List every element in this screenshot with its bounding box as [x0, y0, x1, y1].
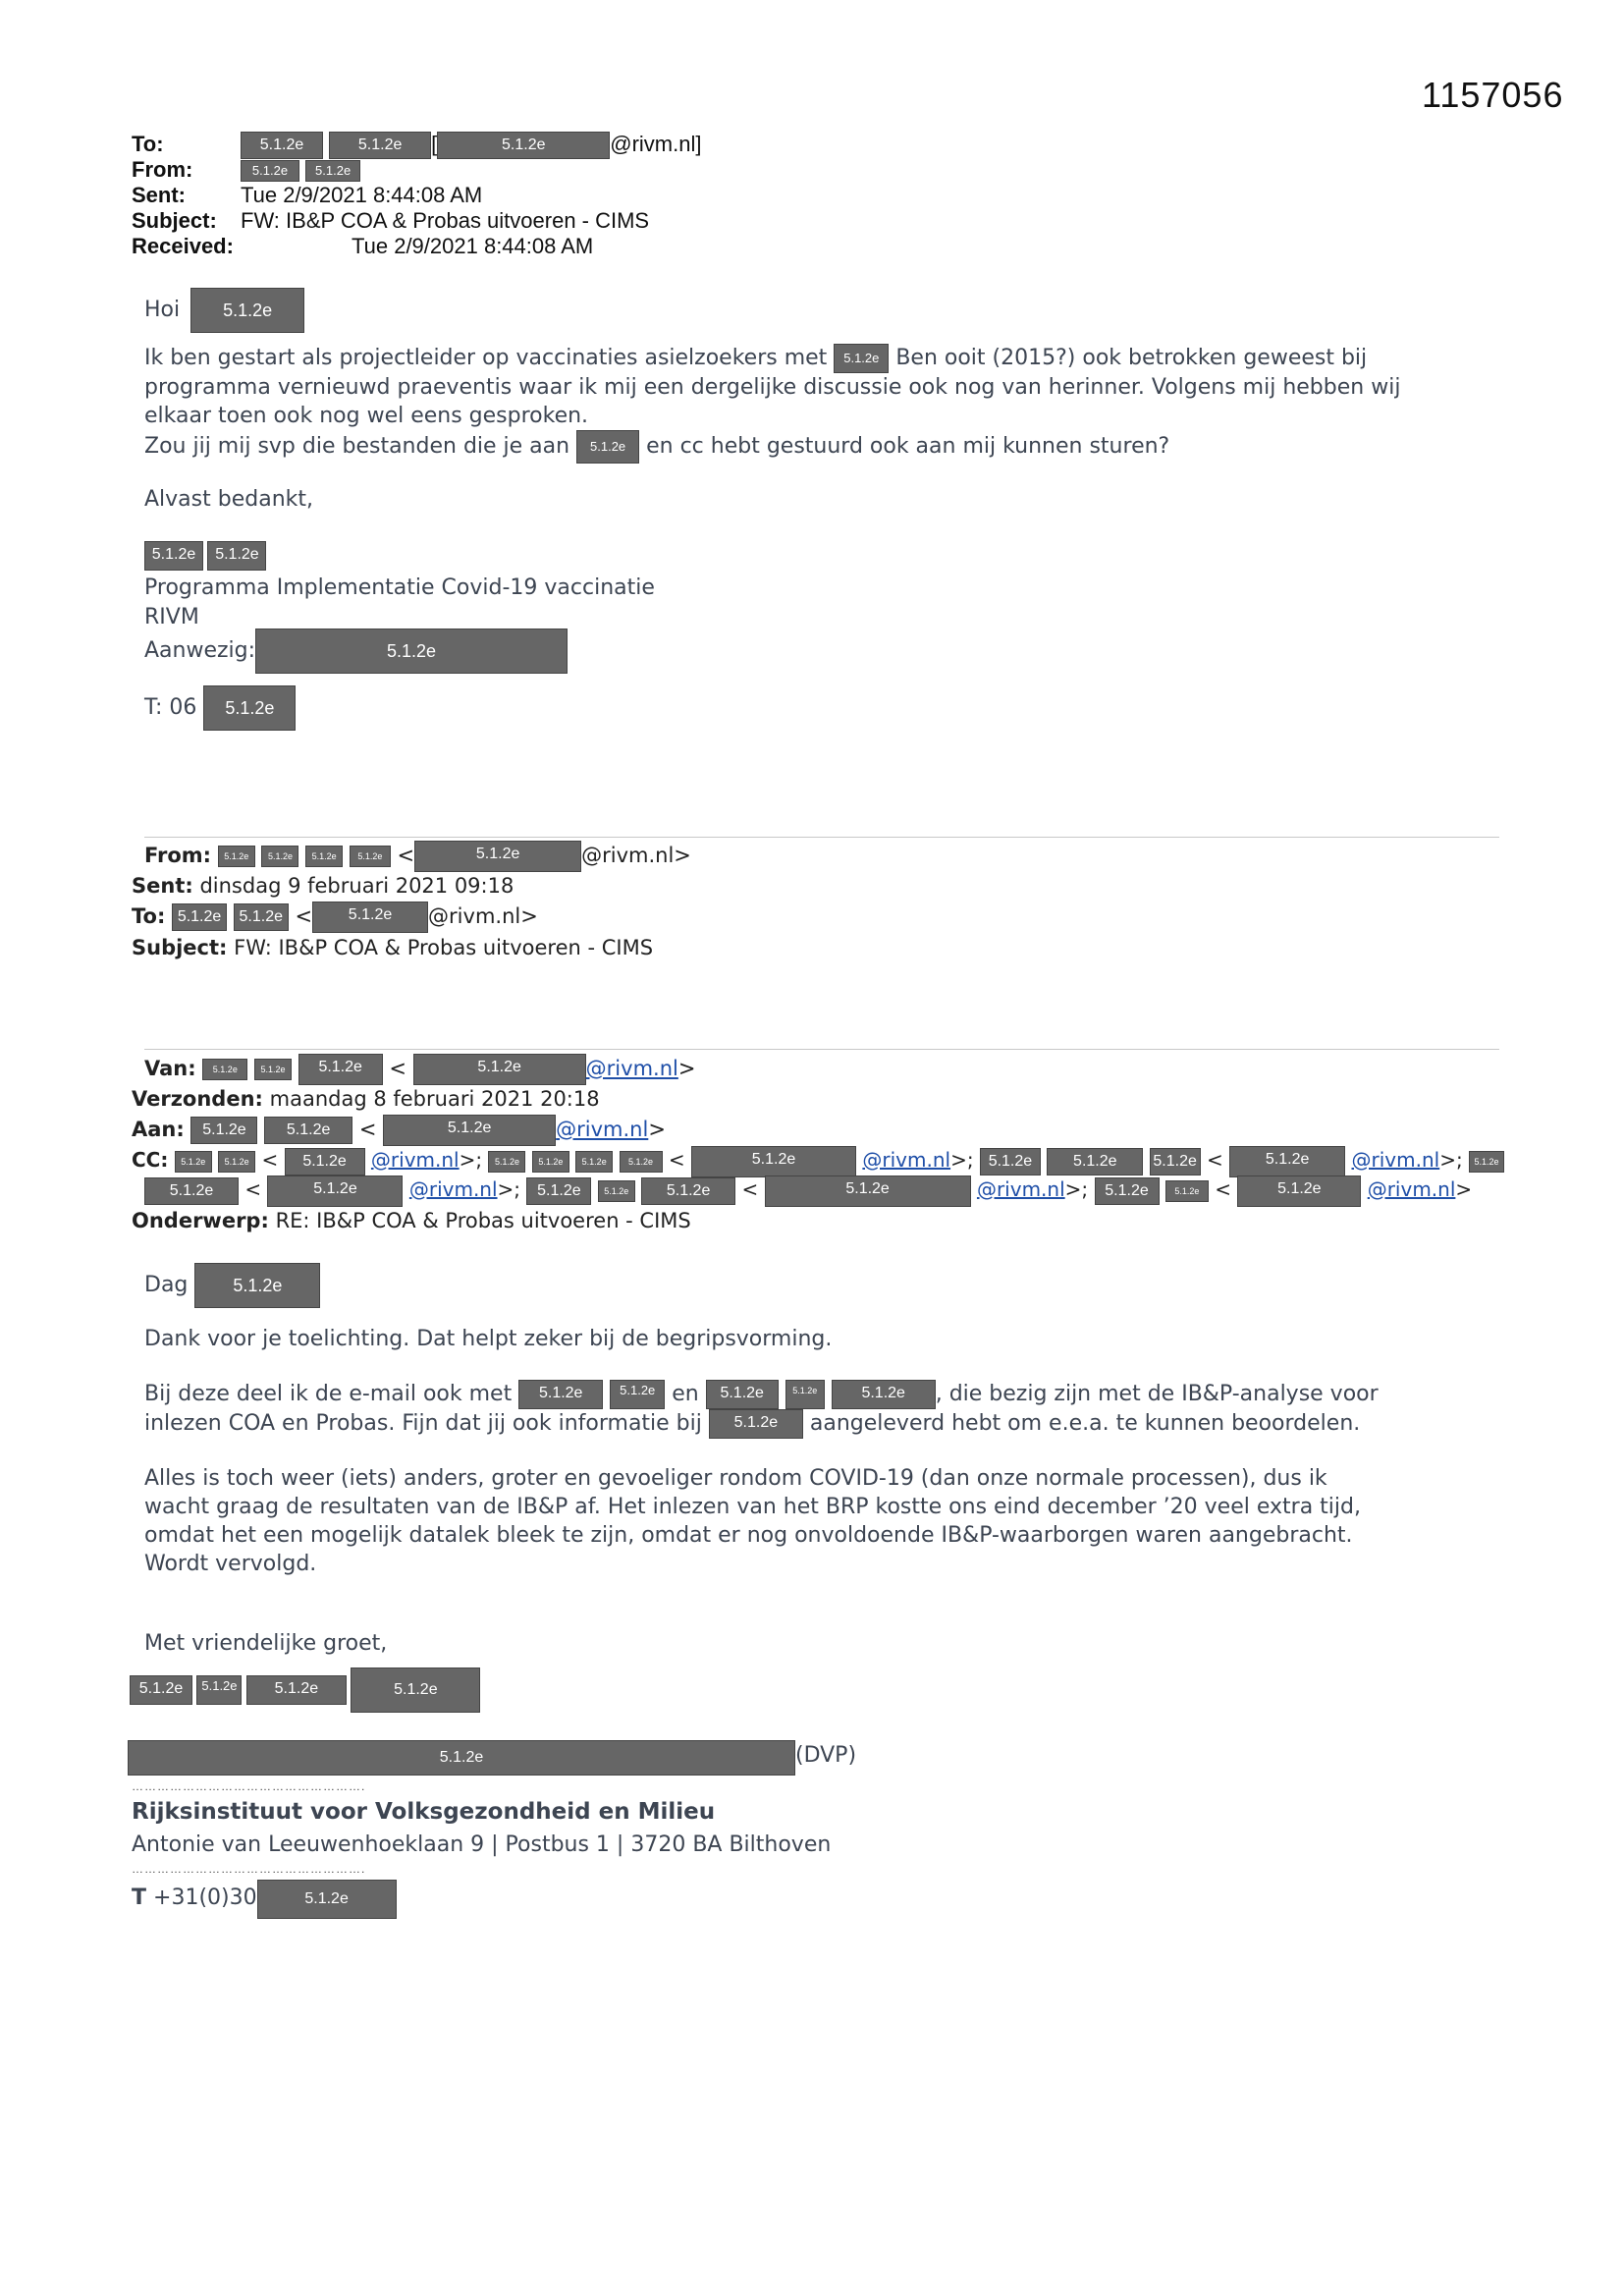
redaction: 5.1.2e [1237, 1175, 1361, 1207]
header-to-row [132, 132, 701, 159]
redaction: 5.1.2e [255, 629, 568, 674]
signature-program: Programma Implementatie Covid-19 vaccinatie [144, 575, 655, 600]
text: , die bezig zijn met de IB&P-analyse voor [935, 1382, 1379, 1406]
msg3-aan-row [132, 1115, 666, 1146]
from-domain: @rivm.nl> [581, 844, 691, 867]
header-received-row [132, 234, 593, 259]
redaction: 5.1.2e [130, 1675, 192, 1705]
redaction: 5.1.2e [207, 541, 266, 571]
lt: < [244, 1177, 262, 1201]
redaction: 5.1.2e [218, 846, 255, 867]
redaction: 5.1.2e [1095, 1177, 1160, 1205]
text: programma vernieuwd praeventis waar ik mij een dergelijke discussie ook nog van herinner. Volgens mij hebben wij [144, 375, 1401, 400]
dotted-separator: ………………………………………………. [132, 1862, 366, 1876]
redaction: 5.1.2e [312, 902, 428, 933]
text: aangeleverd hebt om e.e.a. te kunnen beoordelen. [809, 1411, 1361, 1436]
lt: < [389, 1057, 406, 1080]
text: Ben ooit (2015?) ook betrokken geweest bij [895, 346, 1368, 370]
redaction: 5.1.2e [437, 132, 610, 159]
redaction: 5.1.2e [246, 1675, 347, 1705]
signature-name [130, 1675, 480, 1713]
signature-title [128, 1740, 856, 1776]
text: en cc hebt gestuurd ook aan mij kunnen sturen? [646, 434, 1170, 459]
redaction: 5.1.2e [194, 1263, 320, 1308]
redaction: 5.1.2e [261, 846, 298, 867]
text: omdat het een mogelijk datalek bleek te zijn, omdat er nog onvoldoende IB&P-waarborgen waren aangebracht. [144, 1523, 1353, 1548]
to-domain: @rivm.nl> [428, 904, 538, 928]
signature-org: RIVM [144, 605, 199, 629]
redaction: 5.1.2e [1047, 1148, 1143, 1175]
gt: > [677, 1057, 696, 1080]
redaction: 5.1.2e [576, 430, 639, 464]
lt: < [358, 1118, 377, 1141]
redaction: 5.1.2e [144, 541, 203, 571]
divider [144, 1049, 1499, 1050]
redaction: 5.1.2e [1150, 1148, 1201, 1175]
redaction: 5.1.2e [196, 1675, 242, 1705]
verzonden-label: Verzonden: [132, 1087, 263, 1111]
greeting-line [144, 288, 304, 333]
msg2-from-row [144, 841, 691, 872]
org-phone [132, 1884, 397, 1919]
phone-label: T [132, 1886, 147, 1910]
redaction: 5.1.2e [526, 1177, 591, 1205]
redaction: 5.1.2e [980, 1148, 1041, 1175]
redaction: 5.1.2e [285, 1148, 365, 1175]
gt: > [648, 1118, 666, 1141]
redaction: 5.1.2e [832, 1380, 936, 1409]
lt: < [295, 904, 313, 928]
subject-label: Subject: [132, 936, 228, 959]
redaction: 5.1.2e [691, 1146, 856, 1177]
sent-value: dinsdag 9 februari 2021 09:18 [199, 874, 514, 898]
redaction: 5.1.2e [190, 1117, 257, 1144]
redaction: 5.1.2e [172, 903, 227, 931]
msg3-verzonden-row [132, 1084, 600, 1115]
redaction: 5.1.2e [241, 132, 323, 159]
aan-label: Aan: [132, 1118, 185, 1141]
present-label: Aanwezig: [144, 638, 256, 663]
phone-label: T: 06 [144, 695, 197, 720]
email-link[interactable]: @rivm.nl [1351, 1148, 1440, 1172]
msg3-cc-row-1 [132, 1145, 1504, 1177]
redaction: 5.1.2e [257, 1880, 397, 1919]
text: inlezen COA en Probas. Fijn dat jij ook informatie bij [144, 1411, 702, 1436]
redaction: 5.1.2e [203, 685, 296, 731]
onderwerp-value: RE: IB&P COA & Probas uitvoeren - CIMS [275, 1209, 691, 1232]
lt: < [741, 1177, 759, 1201]
van-label: Van: [144, 1057, 196, 1080]
org-address: Antonie van Leeuwenhoeklaan 9 | Postbus 1 | 3720 BA Bilthoven [132, 1832, 832, 1857]
closing: Met vriendelijke groet, [144, 1631, 388, 1656]
redaction: 5.1.2e [575, 1151, 613, 1173]
lt: < [1215, 1177, 1231, 1201]
separator: >; [1439, 1148, 1463, 1172]
msg3-onderwerp-row [132, 1206, 691, 1236]
redaction: 5.1.2e [532, 1151, 569, 1173]
text: Bij deze deel ik de e-mail ook met [144, 1382, 513, 1406]
msg2-to-row [132, 902, 538, 933]
thanks: Alvast bedankt, [144, 487, 313, 512]
open-bracket: [ [431, 132, 438, 156]
redaction: 5.1.2e [267, 1175, 403, 1207]
signature-present [144, 629, 568, 674]
subject-value: FW: IB&P COA & Probas uitvoeren - CIMS [234, 936, 654, 959]
redaction: 5.1.2e [351, 1667, 480, 1713]
redaction: 5.1.2e [202, 1059, 247, 1080]
email-link[interactable]: @rivm.nl [408, 1177, 498, 1201]
signature-phone [144, 685, 296, 731]
redaction: 5.1.2e [329, 132, 431, 159]
verzonden-value: maandag 8 februari 2021 20:18 [269, 1087, 600, 1111]
redaction: 5.1.2e [305, 160, 360, 182]
msg3-paragraph-3 [144, 1464, 1539, 1578]
msg2-sent-row [132, 871, 514, 902]
separator: >; [1064, 1177, 1089, 1201]
separator: >; [497, 1177, 521, 1201]
msg3-paragraph-1: Dank voor je toelichting. Dat helpt zeker bij de begripsvorming. [144, 1327, 833, 1351]
email-link[interactable]: @rivm.nl [585, 1057, 678, 1080]
header-sent-row [132, 183, 482, 208]
header-subject-row [132, 208, 649, 234]
separator: >; [950, 1148, 974, 1172]
sent-label: Sent: [132, 183, 186, 207]
from-label: From: [132, 157, 193, 182]
text: Ik ben gestart als projectleider op vaccinaties asielzoekers met [144, 346, 828, 370]
gt: > [1455, 1177, 1473, 1201]
redaction: 5.1.2e [350, 846, 391, 867]
paragraph-1 [144, 344, 1519, 464]
lt: < [1207, 1148, 1223, 1172]
to-domain: @rivm.nl] [610, 132, 702, 156]
redaction: 5.1.2e [706, 1380, 779, 1409]
redaction: 5.1.2e [234, 903, 289, 931]
lt: < [261, 1148, 279, 1172]
document-id: 1157056 [1422, 75, 1564, 115]
phone-value: +31(0)30 [153, 1886, 257, 1910]
cc-label: CC: [132, 1148, 169, 1172]
redaction: 5.1.2e [765, 1175, 971, 1207]
redaction: 5.1.2e [709, 1409, 803, 1439]
sent-label: Sent: [132, 874, 193, 898]
msg3-van-row [144, 1054, 695, 1085]
redaction: 5.1.2e [1469, 1151, 1504, 1173]
dotted-separator: ………………………………………………. [132, 1779, 366, 1793]
redaction: 5.1.2e [413, 1054, 586, 1085]
received-label: Received: [132, 234, 234, 258]
greeting: Dag [144, 1273, 189, 1297]
redaction: 5.1.2e [598, 1180, 635, 1202]
redaction: 5.1.2e [305, 846, 343, 867]
signature-name [144, 541, 266, 571]
text: en [672, 1382, 699, 1406]
text: wacht graag de resultaten van de IB&P af. Het inlezen van het BRP kostte ons eind december ’20 veel extra tijd, [144, 1495, 1361, 1519]
subject-value: FW: IB&P COA & Probas uitvoeren - CIMS [241, 208, 650, 233]
text: Zou jij mij svp die bestanden die je aan [144, 434, 570, 459]
msg2-subject-row [132, 933, 653, 963]
redaction: 5.1.2e [620, 1151, 663, 1173]
dvp: (DVP) [795, 1743, 857, 1769]
redaction: 5.1.2e [518, 1380, 603, 1409]
from-label: From: [144, 844, 212, 867]
redaction: 5.1.2e [298, 1054, 383, 1085]
lt: < [397, 844, 415, 867]
email-link[interactable]: @rivm.nl [556, 1118, 649, 1141]
separator: >; [459, 1148, 483, 1172]
header-from-row [132, 157, 360, 183]
received-value: Tue 2/9/2021 8:44:08 AM [352, 234, 594, 258]
redaction: 5.1.2e [785, 1380, 825, 1409]
to-label: To: [132, 904, 166, 928]
redaction: 5.1.2e [641, 1177, 735, 1205]
msg3-paragraph-2 [144, 1380, 1539, 1439]
sent-value: Tue 2/9/2021 8:44:08 AM [241, 183, 483, 207]
redaction: 5.1.2e [190, 288, 304, 333]
text: elkaar toen ook nog wel eens gesproken. [144, 404, 589, 428]
redaction: 5.1.2e [1229, 1146, 1345, 1177]
email-link[interactable]: @rivm.nl [1367, 1177, 1456, 1201]
text: Wordt vervolgd. [144, 1552, 317, 1576]
redaction: 5.1.2e [834, 344, 889, 373]
redaction: 5.1.2e [254, 1059, 292, 1080]
redaction: 5.1.2e [1165, 1180, 1209, 1202]
greeting: Hoi [144, 298, 181, 322]
email-link[interactable]: @rivm.nl [370, 1148, 460, 1172]
org-name: Rijksinstituut voor Volksgezondheid en Milieu [132, 1799, 716, 1825]
onderwerp-label: Onderwerp: [132, 1209, 269, 1232]
text: Alles is toch weer (iets) anders, groter en gevoeliger rondom COVID-19 (dan onze normale processen), dus ik [144, 1466, 1327, 1491]
redaction: 5.1.2e [264, 1117, 352, 1144]
redaction: 5.1.2e [488, 1151, 525, 1173]
redaction: 5.1.2e [128, 1740, 795, 1776]
subject-label: Subject: [132, 208, 217, 233]
lt: < [668, 1148, 685, 1172]
to-label: To: [132, 132, 164, 156]
divider [144, 837, 1499, 838]
email-link[interactable]: @rivm.nl [976, 1177, 1065, 1201]
msg3-cc-row-2 [144, 1175, 1472, 1207]
redaction: 5.1.2e [218, 1151, 255, 1173]
redaction: 5.1.2e [414, 841, 581, 872]
redaction: 5.1.2e [175, 1151, 212, 1173]
redaction: 5.1.2e [610, 1380, 665, 1409]
redaction: 5.1.2e [144, 1177, 239, 1205]
redaction: 5.1.2e [241, 160, 299, 182]
msg3-greeting-line [144, 1263, 320, 1308]
email-link[interactable]: @rivm.nl [862, 1148, 951, 1172]
redaction: 5.1.2e [383, 1115, 556, 1146]
